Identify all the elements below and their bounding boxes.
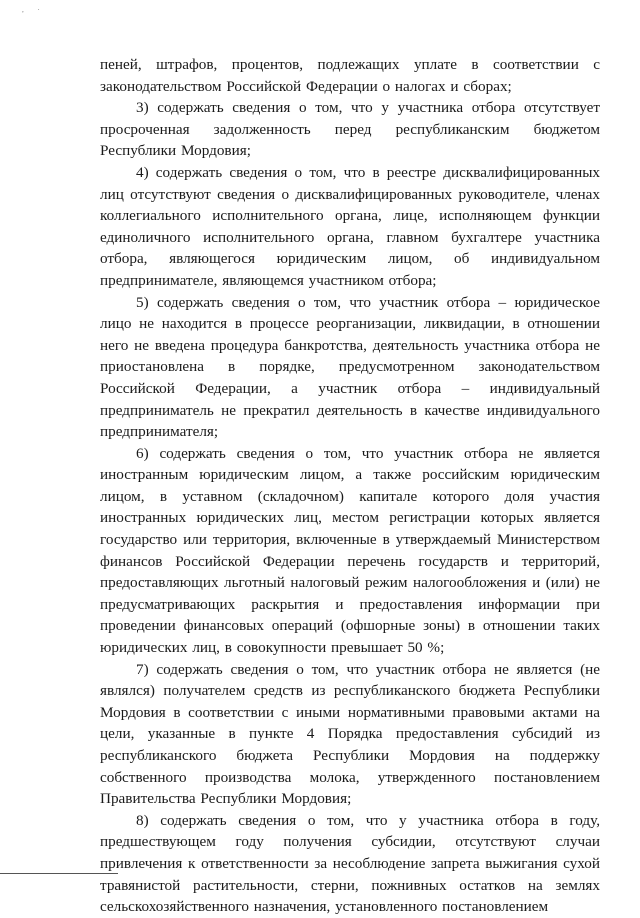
document-page [100, 54, 600, 918]
paragraph-item-5: 5) содержать сведения о том, что участник отбора – юридическое лицо не находится в процессе реорганизации, ликвидации, в отношении него не введена процедура банкротства, деятельность участника отбора не приостановлена в порядке, предусмотренном законодательством Российской Федерации, а участник отбора – индивидуальный предприниматель не прекратил деятельность в качестве индивидуального предпринимателя; [100, 293, 600, 441]
paragraph-item-4: 4) содержать сведения о том, что в реестре дисквалифицированных лиц отсутствуют сведения о дисквалифицированных руководителе, членах коллегиального исполнительного органа, лице, исполняющем функции единоличного исполнительного органа, главном бухгалтере участника отбора, являющегося юридическим лицом, об индивидуальном предпринимателе, являющемся участником отбора; [100, 163, 600, 289]
footnote-rule [0, 873, 118, 874]
scan-specks: , · [22, 6, 46, 14]
paragraph-item-3: 3) содержать сведения о том, что у участника отбора отсутствует просроченная задолженность перед республиканским бюджетом Республики Мордовия; [100, 99, 600, 160]
paragraph-item-7: 7) содержать сведения о том, что участник отбора не является (не являлся) получателем средств из республиканского бюджета Республики Мордовия в соответствии с иными нормативными правовыми актами на цели, указанные в пункте 4 Порядка предоставления субсидий из республиканского бюджета Республики Мордовия на поддержку собственного производства молока, утвержденного постановлением Правительства Республики Мордовия; [100, 660, 600, 808]
paragraph-item-6: 6) содержать сведения о том, что участник отбора не является иностранным юридическим лицом, а также российским юридическим лицом, в уставном (складочном) капитале которого доля участия иностранных юридических лиц, местом регистрации которых является государство или территория, включенные в утверждаемый Министерством финансов Российской Федерации перечень государств и территорий, предоставляющих льготный налоговый режим налогообложения и (или) не предусматривающих раскрытия и предоставления информации при проведении финансовых операций (офшорные зоны) в отношении таких юридических лиц, в совокупности превышает 50 %; [100, 444, 600, 657]
paragraph-item-8: 8) содержать сведения о том, что у участника отбора в году, предшествующем году получения субсидии, отсутствуют случаи привлечения к ответственности за несоблюдение запрета выжигания сухой травянистой растительности, стерни, пожнивных остатков на землях сельскохозяйственного назначения, установленного постановлением [100, 811, 600, 916]
paragraph-continuation: пеней, штрафов, процентов, подлежащих уплате в соответствии с законодательством Российской Федерации о налогах и сборах; [100, 56, 600, 95]
